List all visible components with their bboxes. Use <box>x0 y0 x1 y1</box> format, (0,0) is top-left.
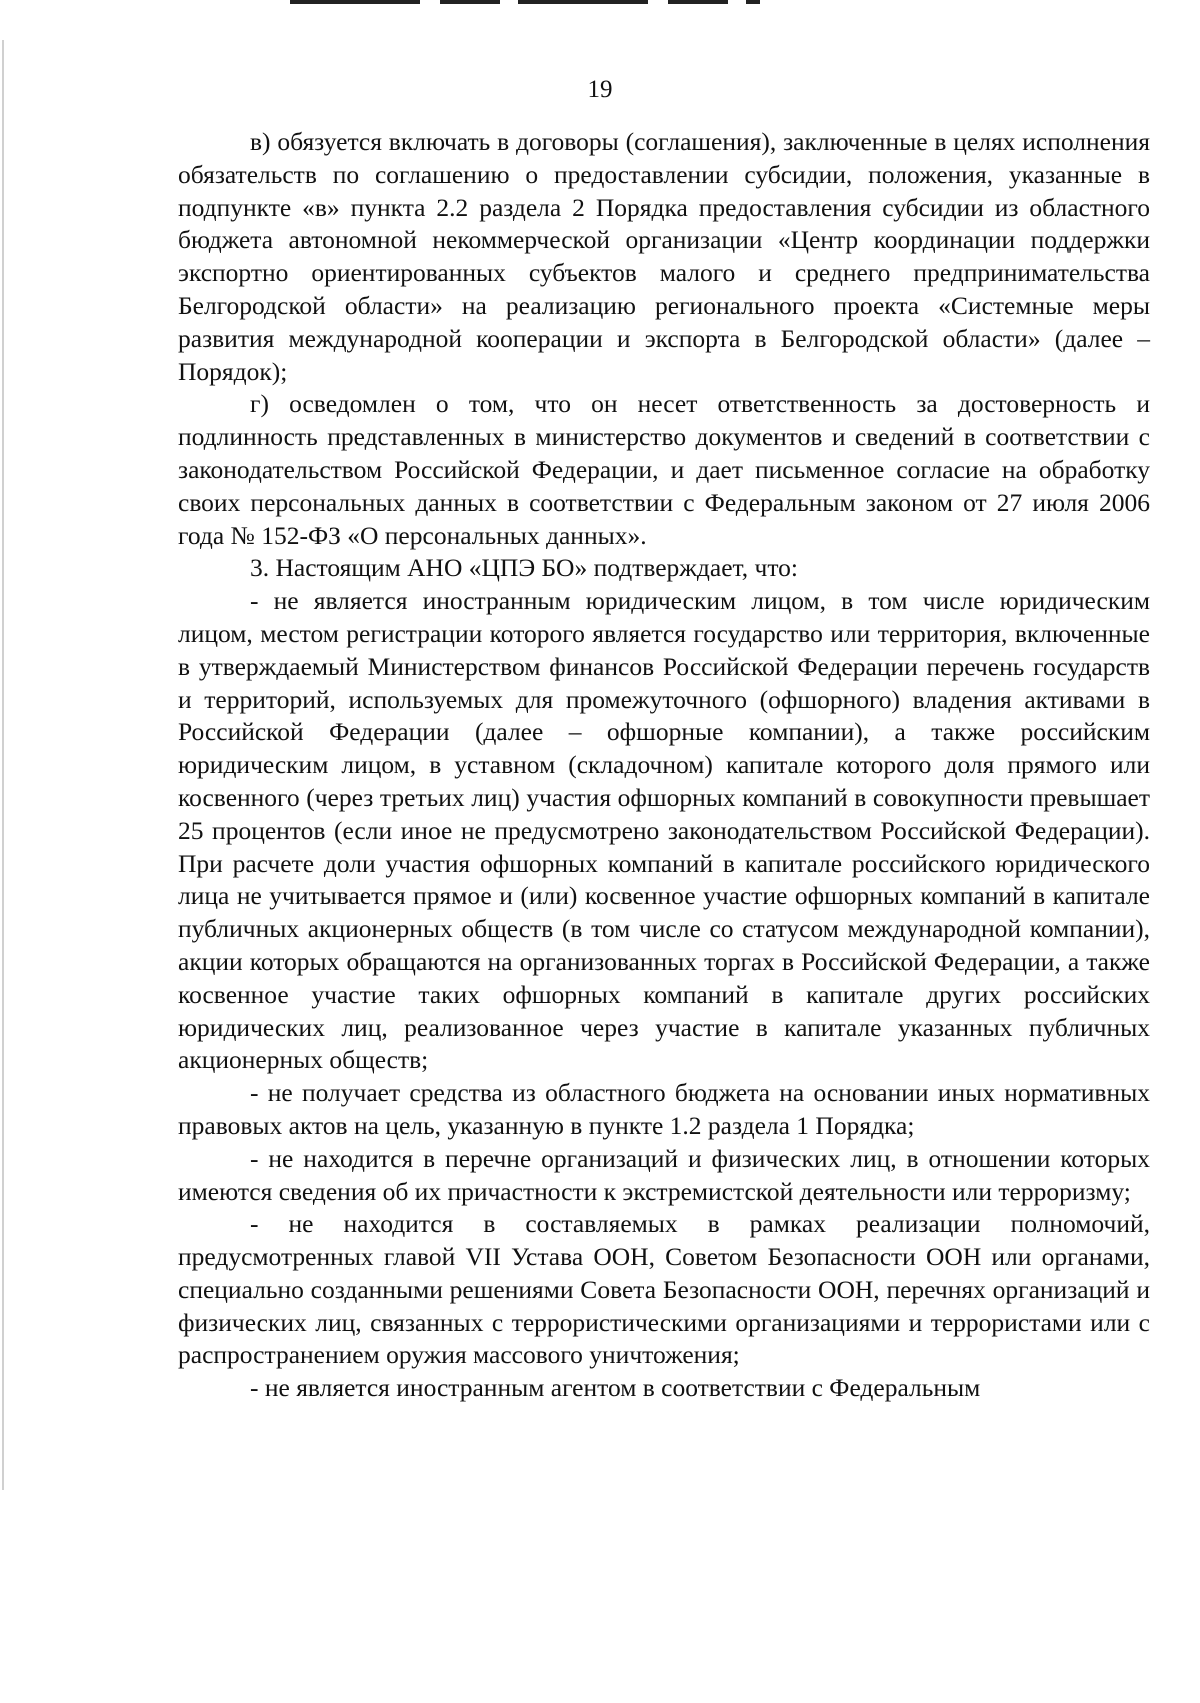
page-number: 19 <box>587 76 613 103</box>
document-body <box>178 126 1150 1405</box>
list-item-no-other-funds: - не получает средства из областного бюджета на основании иных нормативных правовых актов на цель, указанную в пункте 1.2 раздела 1 Порядка; <box>178 1078 1150 1140</box>
list-item-not-extremist-list: - не находится в перечне организаций и физических лиц, в отношении которых имеются сведения об их причастности к экстремистской деятельности или терроризму; <box>178 1143 1150 1206</box>
paragraph-v-obligation: в) обязуется включать в договоры (соглашения), заключенные в целях исполнения обязательств по соглашению о предоставлении субсидии, положения, указанные в подпункте «в» пункта 2.2 раздела 2 Порядка предоставления субсидии из областного бюджета автономной некоммерческой организации «Центр координации поддержки экспортно ориентированных субъектов малого и среднего предпринимательства Белгородской области» на реализацию регионального проекта «Системные меры развития международной кооперации и экспорта в Белгородской области» (далее – Порядок); <box>178 127 1150 386</box>
top-scan-rule <box>290 0 760 4</box>
paragraph-3-confirmation: 3. Настоящим АНО «ЦПЭ БО» подтверждает, что: <box>250 553 798 583</box>
list-item-not-foreign-entity: - не является иностранным юридическим лицом, в том числе юридическим лицом, местом регистрации которого является государство или территория, включенные в утверждаемый Министерством финансов Российской Федерации перечень государств и территорий, используемых для промежуточного (офшорного) владения активами в Российской Федерации (далее – офшорные компании), а также российским юридическим лицом, в уставном (складочном) капитале которого доля прямого или косвенного (через третьих лиц) участия офшорных компаний в совокупности превышает 25 процентов (если иное не предусмотрено законодательством Российской Федерации). При расчете доли участия офшорных компаний в капитале российского юридического лица не учитывается прямое и (или) косвенное участие офшорных компаний в капитале публичных акционерных обществ (в том числе со статусом международной компании), акции которых обращаются на организованных торгах в Российской Федерации, а также косвенное участие таких офшорных компаний в капитале других российских юридических лиц, реализованное через участие в капитале указанных публичных акционерных обществ; <box>178 586 1150 1075</box>
paragraph-g-responsibility: г) осведомлен о том, что он несет ответственность за достоверность и подлинность представленных в министерство документов и сведений в соответствии с законодательством Российской Федерации, и дает письменное согласие на обработку своих персональных данных в соответствии с Федеральным законом от 27 июля 2006 года № 152-ФЗ «О персональных данных». <box>178 389 1150 550</box>
list-item-not-un-lists: - не находится в составляемых в рамках реализации полномочий, предусмотренных главой VII Устава ООН, Советом Безопасности ООН или органами, специально созданными решениями Совета Безопасности ООН, перечнях организаций и физических лиц, связанных с террористическими организациями и террористами или с распространением оружия массового уничтожения; <box>178 1209 1150 1370</box>
list-item-not-foreign-agent: - не является иностранным агентом в соответствии с Федеральным <box>250 1373 981 1403</box>
left-scan-edge <box>2 40 4 1490</box>
